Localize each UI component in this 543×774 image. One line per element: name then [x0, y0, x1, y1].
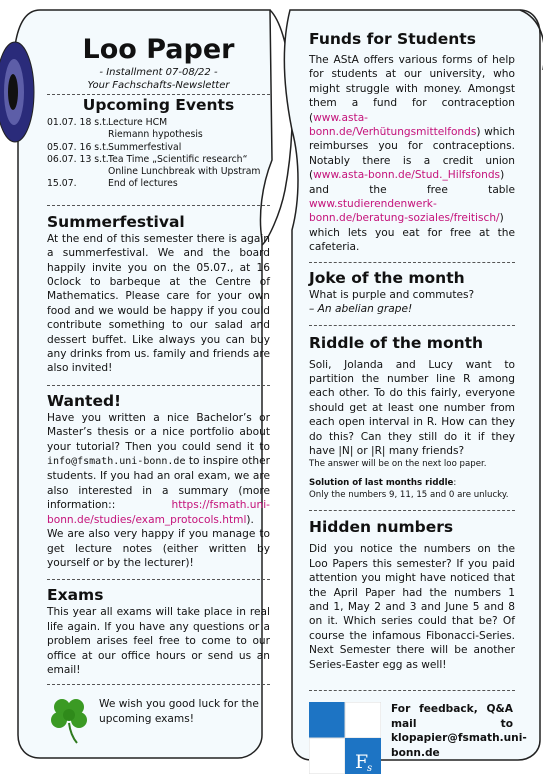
riddle-solution: Solution of last months riddle:: [309, 478, 457, 489]
event-row: 15.07. End of lectures: [47, 178, 178, 190]
feedback-block: [309, 702, 527, 774]
wanted-email[interactable]: info@fsmath.uni-bonn.de: [47, 456, 186, 468]
good-luck-block: [47, 693, 270, 745]
event-row: 01.07. 18 s.t. Lecture HCM: [47, 117, 168, 128]
good-luck-text: We wish you good luck for the upcoming exams!: [99, 698, 259, 725]
riddle-heading: Riddle of the month: [309, 333, 484, 352]
subtitle: Your Fachschafts-Newsletter: [87, 80, 230, 91]
right-column: [309, 30, 527, 774]
free-table-link[interactable]: www.studierendenwerk-bonn.de/beratung-soziales/freitisch/: [309, 198, 500, 225]
exams-text: This year all exams will take place in real life again. If you have any questions or a problem arises feel free to come to our office at our office hours or send us an email!: [47, 606, 270, 676]
joke-heading: Joke of the month: [309, 268, 465, 287]
exams-heading: Exams: [47, 586, 104, 605]
event-row: Riemann hypothesis: [108, 129, 203, 141]
event-row: Online Lunchbreak with Upstram: [108, 166, 261, 178]
contraception-fund-link[interactable]: www.asta-bonn.de/Verhütungsmittelfonds: [309, 111, 477, 139]
credit-union-link[interactable]: www.asta-bonn.de/Stud._Hilfsfonds: [313, 169, 501, 182]
hidden-text: Did you notice the numbers on the Loo Papers this semester? If you paid attention you might have noticed that the April Paper had the numbers 1 and 1, May 2 and 3 and June 5 and 8 on it. Which series could that be? Of course the infamous Fibonacci-Series. Next Semester there will be another Series-Easter egg as well!: [309, 543, 515, 671]
fachschaft-logo-icon: [309, 702, 381, 774]
event-row: 05.07. 16 s.t. Summerfestival: [47, 141, 182, 153]
joke-question: What is purple and commutes?: [309, 288, 475, 301]
feedback-text: For feedback, Q&A mail to klopapier@fsmath.uni-bonn.de: [391, 703, 527, 759]
funds-text: The AStA offers various forms of help for students at our university, who might struggle with money. Amongst them a fund for contraception (www.asta-bonn.de/Verhütungsmittelfonds) which reimburses you for contraceptions. Notably there is a credit union (www.asta-bonn.de/Stud._Hilfsfonds) and the free table www.studierendenwerk-bonn.de/beratung-soziales/freitisch/) which lets you eat for free at the cafeteria.: [309, 54, 515, 254]
events-heading: Upcoming Events: [82, 96, 235, 114]
svg-text:F: F: [355, 751, 369, 773]
funds-heading: Funds for Students: [309, 30, 476, 48]
riddle-note: The answer will be on the next loo paper.: [309, 459, 487, 470]
left-column: [47, 28, 270, 745]
riddle-solution-text: Only the numbers 9, 11, 15 and 0 are unlucky.: [309, 490, 509, 501]
hidden-heading: Hidden numbers: [309, 518, 454, 537]
svg-text:s: s: [367, 763, 373, 774]
wanted-heading: Wanted!: [47, 391, 122, 410]
installment: - Installment 07-08/22 -: [99, 67, 218, 78]
clover-icon: [47, 693, 91, 745]
exam-protocols-link[interactable]: https://fsmath.uni-bonn.de/studies/exam_protocols.html: [47, 499, 270, 526]
event-row: 06.07. 13 s.t. Tea Time „Scientific research“: [47, 153, 248, 165]
riddle-text: Soli, Jolanda and Lucy want to partition the number line R among each other. To do this fairly, everyone should get at least one number from each open interval in R. How can they do this? Can they still do it if they have |N| or |R| many friends?: [309, 358, 515, 457]
wanted-text: Have you written a nice Bachelor’s or Master’s thesis or a nice portfolio about your tutorial? Then you could send it to info@fsmath.uni-bonn.de to inspire other students. If you had an oral exam, we are also interested in a summary (more information:: https://fsmath.uni-bonn.de/studies/exam_protocols.html). We are also very happy if you manage to get lecture notes (either written by yourself or by the lecturer)!: [47, 411, 270, 569]
summerfestival-text: At the end of this semester there is again a summerfestival. We and the board happily invite you on the 05.07., at 16 0clock to barbeque at the Centre of Mathematics. Please care for your own food and we would be happy if you could contribute something to our salad and dessert buffet. Like always you can buy any drinks from us. family and friends are also invited!: [47, 232, 270, 375]
page-title: Loo Paper: [82, 34, 235, 65]
joke-answer: – An abelian grape!: [309, 303, 413, 316]
summerfestival-heading: Summerfestival: [47, 212, 185, 231]
events-list: [47, 117, 270, 191]
